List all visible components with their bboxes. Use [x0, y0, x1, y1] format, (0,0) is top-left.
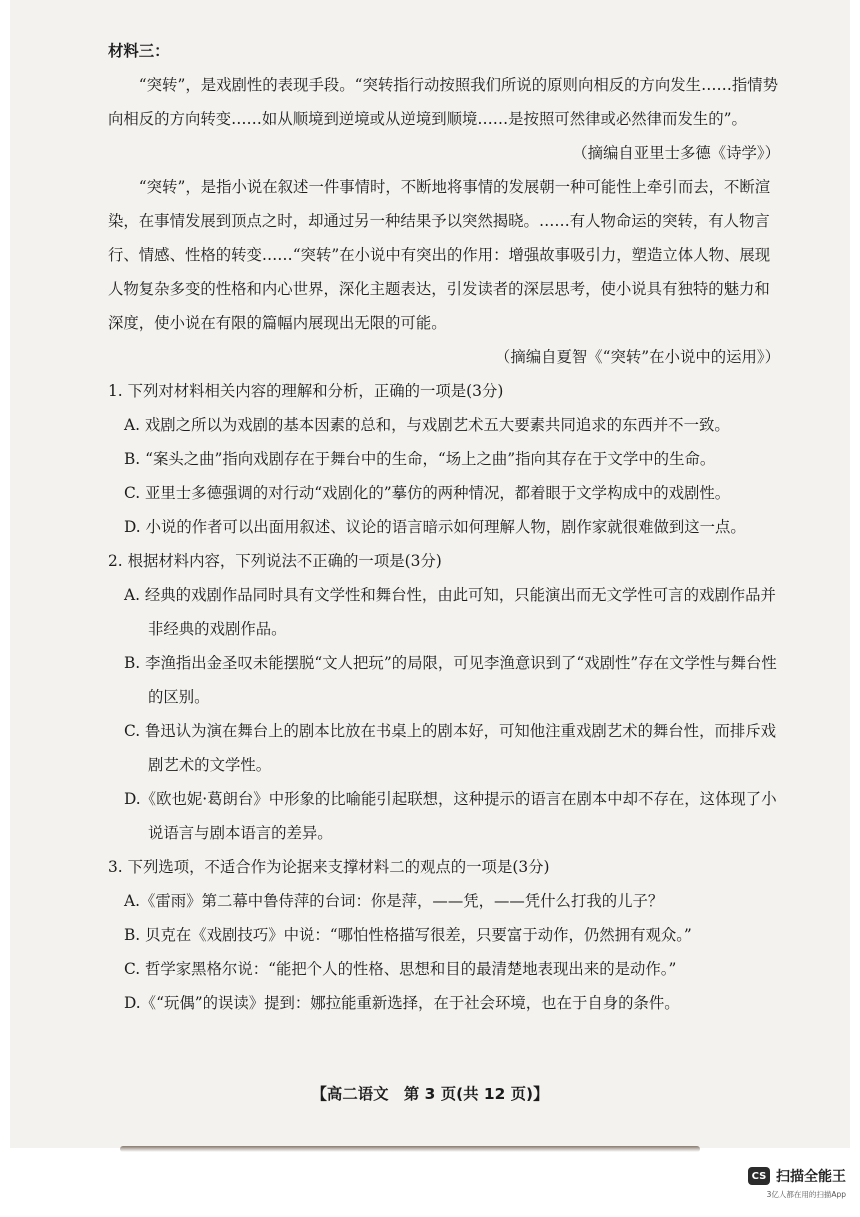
question-stem: 1. 下列对材料相关内容的理解和分析，正确的一项是(3分) [108, 382, 504, 400]
option-c: C. 鲁迅认为演在舞台上的剧本比放在书桌上的剧本好，可知他注重戏剧艺术的舞台性，而排斥戏剧艺术的文学性。 [124, 722, 777, 774]
question-1 [108, 374, 780, 544]
option-b: B. 贝克在《戏剧技巧》中说：“哪怕性格描写很差，只要富于动作，仍然拥有观众。” [124, 926, 692, 944]
option-d: D. 小说的作者可以出面用叙述、议论的语言暗示如何理解人物，剧作家就很难做到这一点。 [124, 518, 746, 536]
source-citation-2: （摘编自夏智《“突转”在小说中的运用》） [494, 348, 780, 366]
page-content [108, 34, 780, 1020]
option-a: A.《雷雨》第二幕中鲁侍萍的台词：你是萍，——凭，——凭什么打我的儿子？ [124, 892, 664, 910]
scanner-watermark [748, 1166, 846, 1200]
scanner-tagline: 3亿人都在用的扫描App [766, 1190, 846, 1199]
question-2 [108, 544, 780, 850]
option-b: B. 李渔指出金圣叹未能摆脱“文人把玩”的局限，可见李渔意识到了“戏剧性”存在文学性与舞台性的区别。 [124, 654, 777, 706]
material-paragraph-1: “突转”，是戏剧性的表现手段。“突转指行动按照我们所说的原则向相反的方向发生……指情势向相反的方向转变……如从顺境到逆境或从逆境到顺境……是按照可然律或必然律而发生的”。 [108, 76, 779, 128]
option-b: B. “案头之曲”指向戏剧存在于舞台中的生命，“场上之曲”指向其存在于文学中的生命。 [124, 450, 716, 468]
page-edge-shadow [120, 1146, 700, 1152]
question-stem: 2. 根据材料内容，下列说法不正确的一项是(3分) [108, 552, 442, 570]
camscanner-logo-icon: CS [748, 1167, 770, 1185]
option-c: C. 亚里士多德强调的对行动“戏剧化的”摹仿的两种情况，都着眼于文学构成中的戏剧性。 [124, 484, 731, 502]
option-a: A. 经典的戏剧作品同时具有文学性和舞台性，由此可知，只能演出而无文学性可言的戏剧作品并非经典的戏剧作品。 [124, 586, 776, 638]
option-d: D.《“玩偶”的误读》提到：娜拉能重新选择，在于社会环境，也在于自身的条件。 [124, 994, 680, 1012]
source-citation-1: （摘编自亚里士多德《诗学》） [572, 144, 780, 162]
material-paragraph-2: “突转”，是指小说在叙述一件事情时，不断地将事情的发展朝一种可能性上牵引而去，不断渲染，在事情发展到顶点之时，却通过另一种结果予以突然揭晓。……有人物命运的突转，有人物言行、情感、性格的转变……“突转”在小说中有突出的作用：增强故事吸引力，塑造立体人物、展现人物复杂多变的性格和内心世界，深化主题表达，引发读者的深层思考，使小说具有独特的魅力和深度，使小说在有限的篇幅内展现出无限的可能。 [108, 178, 771, 332]
scanner-app-name: 扫描全能王 [776, 1169, 846, 1185]
option-c: C. 哲学家黑格尔说：“能把个人的性格、思想和目的最清楚地表现出来的是动作。” [124, 960, 677, 978]
option-a: A. 戏剧之所以为戏剧的基本因素的总和，与戏剧艺术五大要素共同追求的东西并不一致。 [124, 416, 730, 434]
material-heading: 材料三： [108, 42, 170, 60]
question-3 [108, 850, 780, 1020]
page-footer: 【高二语文 第 3 页(共 12 页)】 [311, 1085, 549, 1103]
option-d: D.《欧也妮·葛朗台》中形象的比喻能引起联想，这种提示的语言在剧本中却不存在，这体现了小说语言与剧本语言的差异。 [124, 790, 777, 842]
question-stem: 3. 下列选项，不适合作为论据来支撑材料二的观点的一项是(3分) [108, 858, 550, 876]
